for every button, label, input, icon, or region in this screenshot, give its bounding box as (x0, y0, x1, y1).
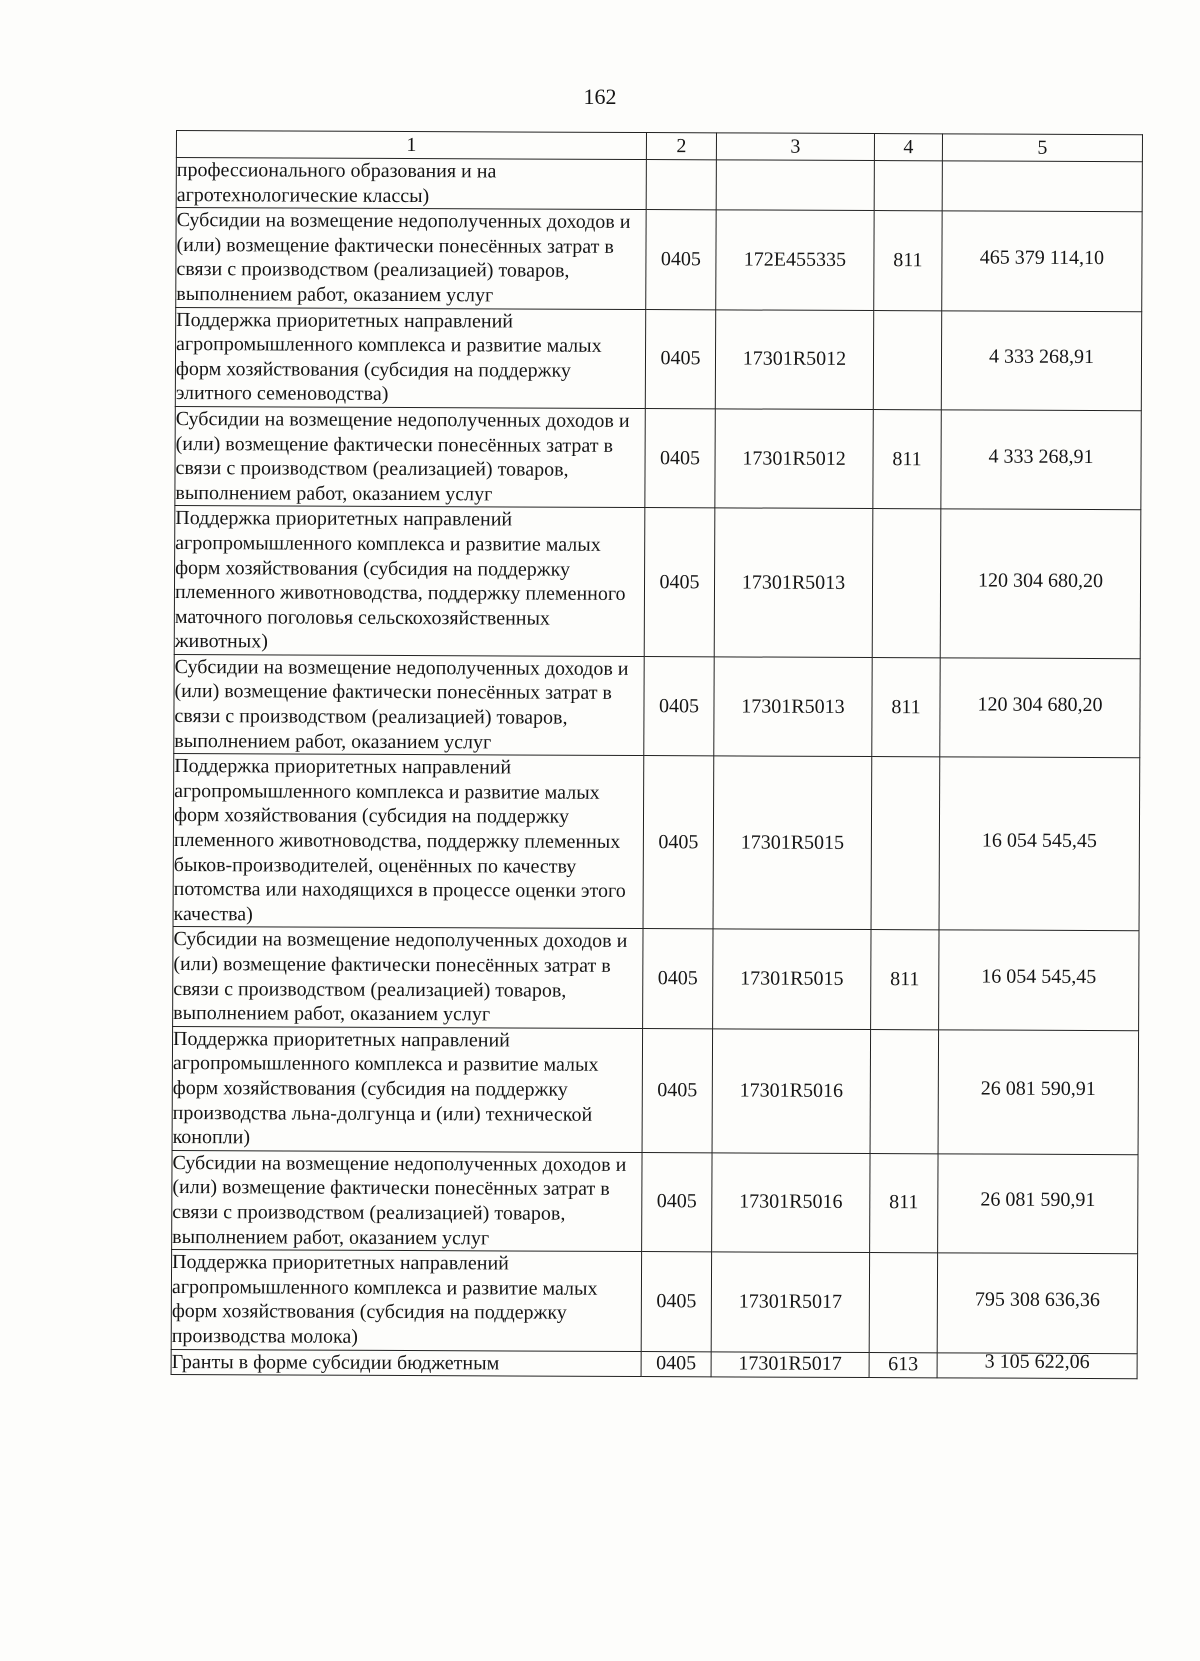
row-description: Поддержка приоритетных направлений агропромышленного комплекса и развитие малых форм хозяйствования (субсидия на поддержку производства льна-долгунца и (или) технической конопли) (172, 1026, 643, 1152)
row-description: Поддержка приоритетных направлений агропромышленного комплекса и развитие малых форм хозяйствования (субсидия на поддержку племенного животноводства, поддержку племенных быков-производителей, оценённых по качеству потомства или находящихся в процессе оценки этого качества) (173, 754, 644, 929)
header-col-5: 5 (942, 134, 1142, 162)
row-target-code: 17301R5017 (711, 1252, 869, 1352)
row-section-code: 0405 (644, 508, 715, 657)
row-expense-code: 811 (871, 930, 939, 1030)
row-amount (940, 509, 1141, 658)
row-section-code: 0405 (646, 210, 716, 310)
row-amount-value: 3 105 622,06 (984, 1350, 1090, 1374)
row-amount-value: 795 308 636,36 (974, 1288, 1100, 1311)
row-description: Субсидии на возмещение недополученных доходов и (или) возмещение фактически понесённых затрат в связи с производством (реализацией) товаров, выполнением работ, оказанием услуг (172, 1150, 642, 1251)
row-expense-code: 811 (873, 409, 941, 509)
row-section-code: 0405 (645, 408, 715, 508)
row-expense-code (871, 757, 940, 930)
row-expense-code (869, 1253, 937, 1353)
row-description: Поддержка приоритетных направлений агропромышленного комплекса и развитие малых форм хозяйствования (субсидия на поддержку производства молока) (171, 1250, 641, 1351)
row-amount-value: 4 333 268,91 (988, 345, 1095, 369)
row-description: профессионального образования и на агротехнологические классы) (176, 158, 646, 210)
table-row (173, 927, 1139, 1031)
table-row (173, 754, 1140, 931)
row-amount (939, 930, 1139, 1030)
row-target-code: 17301R5016 (712, 1153, 870, 1253)
row-section-code: 0405 (644, 656, 714, 756)
row-expense-code (873, 310, 941, 410)
table-row (175, 307, 1141, 411)
row-amount (942, 211, 1142, 311)
header-col-4: 4 (874, 134, 942, 161)
table-row (171, 1349, 1137, 1379)
row-amount-value: 16 054 545,45 (981, 965, 1097, 989)
row-amount-value: 26 081 590,91 (980, 1188, 1096, 1212)
row-amount-value: 465 379 114,10 (979, 246, 1105, 269)
row-expense-code: 613 (869, 1352, 937, 1378)
row-section-code: 0405 (642, 1028, 713, 1152)
row-expense-code (872, 509, 941, 658)
row-amount (940, 658, 1140, 758)
row-description: Поддержка приоритетных направлений агропромышленного комплекса и развитие малых форм хозяйствования (субсидия на поддержку элитного семеноводства) (175, 307, 645, 408)
row-target-code: 17301R5017 (711, 1351, 869, 1377)
row-amount-value: 120 304 680,20 (977, 569, 1104, 592)
row-section-code (646, 160, 716, 210)
row-section-code: 0405 (643, 756, 714, 929)
row-description: Гранты в форме субсидии бюджетным (171, 1349, 641, 1377)
row-amount (939, 757, 1140, 931)
row-amount (942, 161, 1142, 212)
table-row (176, 208, 1142, 312)
budget-table (171, 130, 1143, 1379)
row-amount (938, 1154, 1138, 1254)
header-col-2: 2 (646, 133, 716, 160)
row-amount-value: 120 304 680,20 (977, 693, 1103, 716)
table-row (172, 1150, 1138, 1254)
table-row (176, 158, 1142, 212)
row-target-code (716, 160, 874, 211)
row-description: Субсидии на возмещение недополученных доходов и (или) возмещение фактически понесённых затрат в связи с производством (реализацией) товаров, выполнением работ, оказанием услуг (173, 927, 643, 1028)
row-expense-code: 811 (874, 211, 942, 311)
row-amount-value: 4 333 268,91 (988, 445, 1094, 468)
row-amount (941, 310, 1141, 410)
row-expense-code (870, 1029, 939, 1153)
table-row (171, 1250, 1137, 1354)
row-target-code: 17301R5015 (713, 929, 871, 1029)
row-expense-code: 811 (870, 1153, 938, 1253)
row-section-code: 0405 (642, 1152, 712, 1252)
row-target-code: 17301R5012 (715, 409, 873, 509)
row-expense-code: 811 (872, 657, 940, 757)
row-description: Субсидии на возмещение недополученных доходов и (или) возмещение фактически понесённых затрат в связи с производством (реализацией) товаров, выполнением работ, оказанием услуг (174, 654, 644, 755)
row-amount-value: 16 054 545,45 (981, 829, 1097, 852)
row-description: Поддержка приоритетных направлений агропромышленного комплекса и развитие малых форм хозяйствования (субсидия на поддержку племенного животноводства, поддержку племенного маточного поголовья сельскохозяйственных животных) (174, 506, 645, 657)
row-amount-value: 26 081 590,91 (980, 1077, 1096, 1100)
row-description: Субсидии на возмещение недополученных доходов и (или) возмещение фактически понесённых затрат в связи с производством (реализацией) товаров, выполнением работ, оказанием услуг (175, 406, 645, 507)
table-row (174, 506, 1141, 659)
row-description: Субсидии на возмещение недополученных доходов и (или) возмещение фактически понесённых затрат в связи с производством (реализацией) товаров, выполнением работ, оказанием услуг (176, 208, 646, 309)
row-expense-code (874, 161, 942, 211)
row-section-code: 0405 (643, 929, 713, 1029)
row-amount (937, 1352, 1137, 1378)
page-number: 162 (583, 84, 617, 109)
row-amount (938, 1030, 1139, 1155)
row-target-code: 17301R5012 (715, 309, 873, 409)
row-target-code: 17301R5013 (714, 508, 873, 657)
table-row (174, 654, 1140, 758)
row-target-code: 172E455335 (716, 210, 874, 310)
table-row (175, 406, 1141, 510)
row-target-code: 17301R5015 (713, 756, 872, 930)
header-col-1: 1 (176, 131, 646, 160)
row-section-code: 0405 (641, 1252, 711, 1352)
row-target-code: 17301R5013 (714, 657, 872, 757)
header-col-3: 3 (716, 133, 874, 161)
row-amount (941, 410, 1141, 510)
row-target-code: 17301R5016 (712, 1029, 871, 1154)
row-section-code: 0405 (645, 309, 715, 409)
table-header-row (176, 131, 1142, 162)
row-section-code: 0405 (641, 1351, 711, 1377)
row-amount (937, 1253, 1137, 1353)
table-row (172, 1026, 1139, 1154)
